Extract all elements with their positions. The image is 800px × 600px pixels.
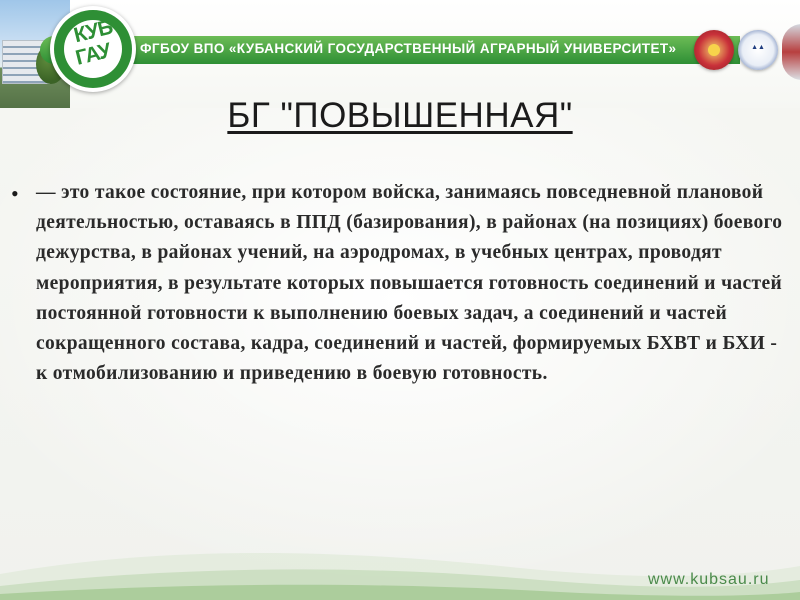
university-seal-icon	[50, 6, 136, 92]
order-medal-icon	[694, 30, 734, 70]
slide-title: БГ "ПОВЫШЕННАЯ"	[227, 96, 573, 135]
bullet-text: — это такое состояние, при котором войска, занимаясь повседневной плановой деятельностью, оставаясь в ППД (базирования), в районах (на позициях) боевого дежурства, в районах учений, на аэродромах, в учебных центрах, проводят мероприятия, в результате которых повышается готовность соединений и частей постоянной готовности к выполнению боевых задач, а соединений и частей сокращенного состава, кадра, соединений и частей, формируемых БХВТ и БХИ - к отмобилизованию и приведению в боевую готовность.	[36, 182, 783, 385]
slide-header	[0, 0, 800, 108]
logo-text-top: КУБ	[71, 15, 115, 48]
bullet-marker: •	[11, 181, 19, 206]
university-name: ФГБОУ ВПО «КУБАНСКИЙ ГОСУДАРСТВЕННЫЙ АГРАРНЫЙ УНИВЕРСИТЕТ»	[140, 41, 677, 56]
header-band	[40, 36, 740, 64]
website-url: www.kubsau.ru	[648, 571, 770, 588]
cnet-emblem-glyph: ▲▲	[751, 44, 765, 51]
flag-decoration	[782, 24, 800, 80]
logo-text-bottom: ГАУ	[73, 39, 113, 70]
footer-wave	[0, 540, 800, 600]
cnet-emblem-icon	[738, 30, 778, 70]
